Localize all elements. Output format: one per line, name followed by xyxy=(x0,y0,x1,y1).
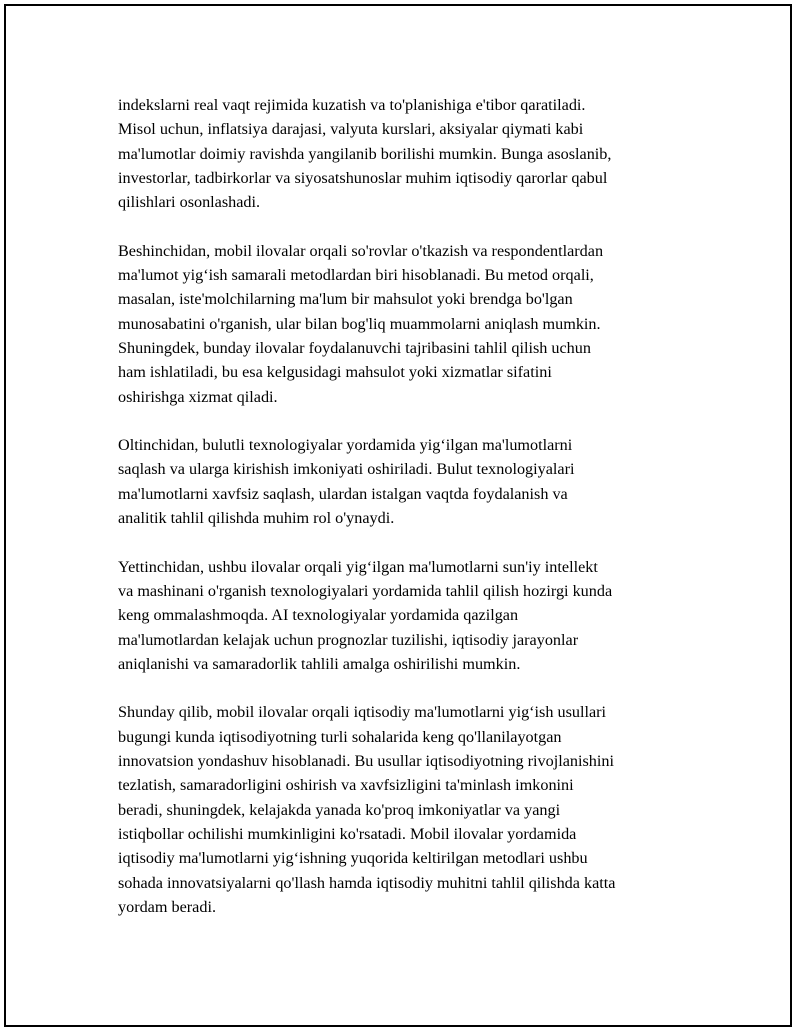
paragraph-conclusion xyxy=(118,700,698,919)
text-line: keng ommalashmoqda. AI texnologiyalar yordamida qazilgan xyxy=(118,606,519,625)
text-line: bugungi kunda iqtisodiyotning turli sohalarida keng qo'llanilayotgan xyxy=(118,727,562,746)
text-line: analitik tahlil qilishda muhim rol o'ynaydi. xyxy=(118,509,395,528)
text-line: aniqlanishi va samaradorlik tahlili amalga oshirilishi mumkin. xyxy=(118,654,521,673)
text-line: Shuningdek, bunday ilovalar foydalanuvchi tajribasini tahlil qilish uchun xyxy=(118,338,591,357)
text-line: oshirishga xizmat qiladi. xyxy=(118,387,278,406)
document-body xyxy=(118,93,698,943)
paragraph-sixth xyxy=(118,433,698,530)
text-line: indekslarni real vaqt rejimida kuzatish va to'planishiga e'tibor qaratiladi. xyxy=(118,96,586,114)
text-line: ma'lumotlar doimiy ravishda yangilanib borilishi mumkin. Bunga asoslanib, xyxy=(118,144,612,163)
text-line: Beshinchidan, mobil ilovalar orqali so'rovlar o'tkazish va respondentlardan xyxy=(118,241,604,260)
text-line: ma'lumotlarni xavfsiz saqlash, ulardan istalgan vaqtda foydalanish va xyxy=(118,484,568,503)
text-line: innovatsion yondashuv hisoblanadi. Bu usullar iqtisodiyotning rivojlanishini xyxy=(118,752,614,771)
text-line: munosabatini o'rganish, ular bilan bog'liq muammolarni aniqlash mumkin. xyxy=(118,314,601,333)
text-line: Yettinchidan, ushbu ilovalar orqali yig‘ilgan ma'lumotlarni sun'iy intellekt xyxy=(118,557,598,576)
paragraph-seventh xyxy=(118,555,698,676)
text-line: istiqbollar ochilishi mumkinligini ko'rsatadi. Mobil ilovalar yordamida xyxy=(118,824,577,843)
paragraph-indices xyxy=(118,93,698,214)
text-line: va mashinani o'rganish texnologiyalari yordamida tahlil qilish hozirgi kunda xyxy=(118,581,613,600)
paragraph-fifth xyxy=(118,239,698,409)
text-line: masalan, iste'molchilarning ma'lum bir mahsulot yoki brendga bo'lgan xyxy=(118,290,573,309)
text-line: saqlash va ularga kirishish imkoniyati oshiriladi. Bulut texnologiyalari xyxy=(118,460,575,479)
text-line: Oltinchidan, bulutli texnologiyalar yordamida yig‘ilgan ma'lumotlarni xyxy=(118,436,573,455)
text-line: sohada innovatsiyalarni qo'llash hamda iqtisodiy muhitni tahlil qilishda katta xyxy=(118,873,616,892)
text-line: tezlatish, samaradorligini oshirish va xavfsizligini ta'minlash imkonini xyxy=(118,776,574,795)
text-line: ma'lumot yig‘ish samarali metodlardan biri hisoblanadi. Bu metod orqali, xyxy=(118,266,594,285)
text-line: yordam beradi. xyxy=(118,897,216,916)
text-line: ham ishlatiladi, bu esa kelgusidagi mahsulot yoki xizmatlar sifatini xyxy=(118,363,552,382)
text-line: beradi, shuningdek, kelajakda yanada ko'proq imkoniyatlar va yangi xyxy=(118,800,561,819)
text-line: iqtisodiy ma'lumotlarni yig‘ishning yuqorida keltirilgan metodlari ushbu xyxy=(118,849,588,868)
text-line: qilishlari osonlashadi. xyxy=(118,193,261,212)
text-line: investorlar, tadbirkorlar va siyosatshunoslar muhim iqtisodiy qarorlar qabul xyxy=(118,168,608,187)
text-line: Shunday qilib, mobil ilovalar orqali iqtisodiy ma'lumotlarni yig‘ish usullari xyxy=(118,703,607,722)
text-line: Misol uchun, inflatsiya darajasi, valyuta kurslari, aksiyalar qiymati kabi xyxy=(118,120,584,139)
text-line: ma'lumotlardan kelajak uchun prognozlar tuzilishi, iqtisodiy jarayonlar xyxy=(118,630,579,649)
